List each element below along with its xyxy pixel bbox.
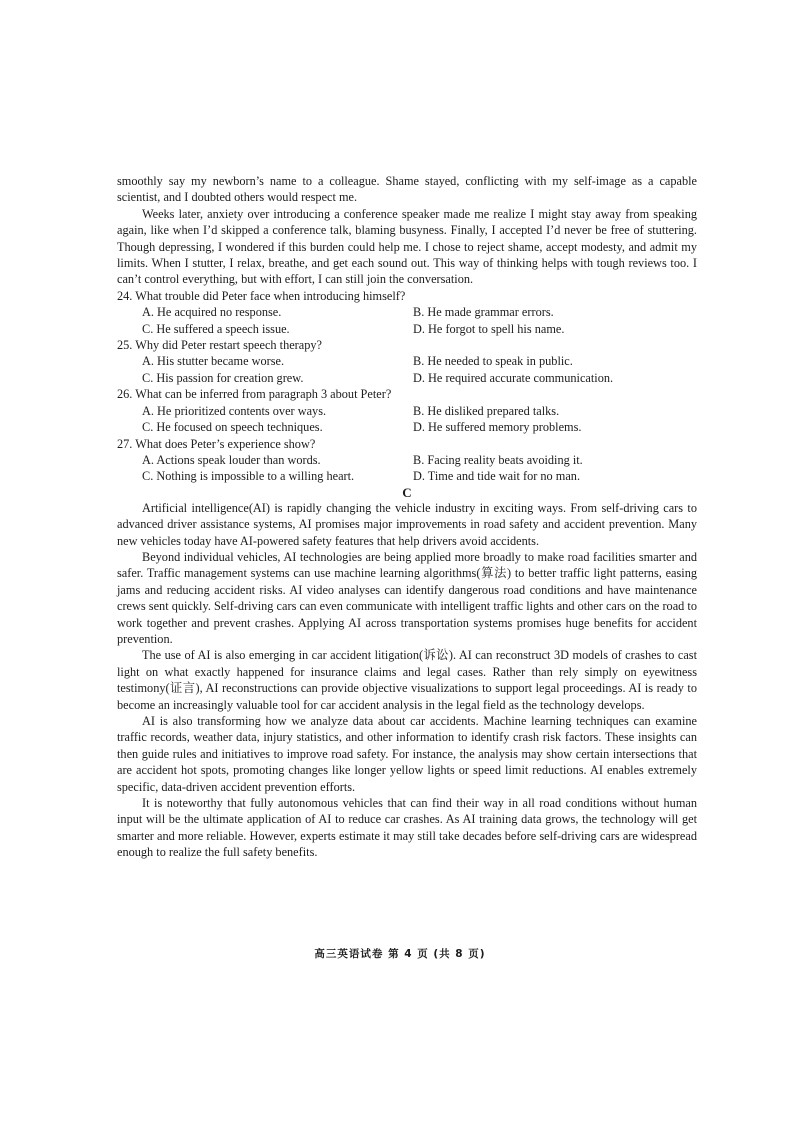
question-26 <box>117 386 697 435</box>
question-27 <box>117 436 697 485</box>
question-stem: 27. What does Peter’s experience show? <box>117 436 316 451</box>
passage-c-paragraph: Beyond individual vehicles, AI technologies are being applied more broadly to make road facilities smarter and safer. Traffic management systems can use machine learning algorithms(算法) to better traffic light patterns, easing jams and reducing accident risks. AI video analyses can identify dangerous road conditions and have maintenance crews sent quickly. Self-driving cars can even communicate with intelligent traffic lights and other cars on the road to work together and prevent crashes. Applying AI across transportation systems promises huge benefits for accident prevention. <box>117 549 697 646</box>
question-options <box>117 353 697 386</box>
question-options <box>117 304 697 337</box>
option-c: C. He focused on speech techniques. <box>142 420 323 435</box>
option-d: D. Time and tide wait for no man. <box>413 469 581 484</box>
passage-c-paragraph: Artificial intelligence(AI) is rapidly changing the vehicle industry in exciting ways. From self-driving cars to advanced driver assistance systems, AI promises major improvements in road safety and accident prevention. Many new vehicles today have AI-powered safety features that help drivers avoid accidents. <box>117 500 697 548</box>
question-options <box>117 403 697 436</box>
option-a: A. His stutter became worse. <box>142 354 285 369</box>
passage-c-paragraph: AI is also transforming how we analyze data about car accidents. Machine learning techniques can examine traffic records, weather data, injury statistics, and other information to identify crash risk factors. These insights can then guide rules and initiatives to improve road safety. For instance, the analysis may show certain intersections that are accident hot spots, promoting changes like longer yellow lights or speed limit reductions. AI enables extremely specific, data-driven accident prevention efforts. <box>117 714 697 794</box>
option-a: A. Actions speak louder than words. <box>142 452 321 467</box>
option-b: B. Facing reality beats avoiding it. <box>413 452 583 467</box>
option-c: C. Nothing is impossible to a willing heart. <box>142 469 355 484</box>
page-footer: 高三英语试卷 第 4 页 (共 8 页) <box>314 948 486 960</box>
option-b: B. He needed to speak in public. <box>413 354 573 369</box>
option-c: C. He suffered a speech issue. <box>142 321 290 336</box>
question-options <box>117 452 697 485</box>
option-a: A. He prioritized contents over ways. <box>142 403 327 418</box>
question-stem: 24. What trouble did Peter face when introducing himself? <box>117 288 406 303</box>
option-a: A. He acquired no response. <box>142 305 282 320</box>
option-d: D. He forgot to spell his name. <box>413 321 565 336</box>
option-c: C. His passion for creation grew. <box>142 370 304 385</box>
option-b: B. He disliked prepared talks. <box>413 403 560 418</box>
passage-c-paragraph: The use of AI is also emerging in car accident litigation(诉讼). AI can reconstruct 3D models of crashes to cast light on what exactly happened for insurance claims and legal cases. Rather than rely simply on eyewitness testimony(证言), AI reconstructions can provide objective visualizations to support legal proceedings. AI is ready to become an increasingly valuable tool for car accident analysis in the legal field as the technology develops. <box>117 648 697 712</box>
passage-b-continuation: smoothly say my newborn’s name to a colleague. Shame stayed, conflicting with my self-image as a capable scientist, and I doubted others would respect me. <box>117 174 697 205</box>
question-25 <box>117 337 697 386</box>
passage-c-paragraph: It is noteworthy that fully autonomous vehicles that can find their way in all road conditions without human input will be the ultimate application of AI to reduce car crashes. As AI training data grows, the technology will get smarter and more reliable. However, experts estimate it may still take decades before self-driving cars are widespread enough to realize the full safety benefits. <box>117 796 697 860</box>
option-d: D. He suffered memory problems. <box>413 420 582 435</box>
passage-b-paragraph: Weeks later, anxiety over introducing a conference speaker made me realize I might stay away from speaking again, like when I’d skipped a conference talk, blaming busyness. Finally, I accepted I’d never be free of stuttering. Though depressing, I wondered if this burden could help me. I chose to reject shame, accept modesty, and admit my limits. When I stutter, I relax, breathe, and get each sound out. This way of thinking helps with tough reviews too. I can’t control everything, but with effort, I can still join the conversation. <box>117 206 697 287</box>
section-heading: C <box>402 484 412 500</box>
page-content <box>117 173 697 861</box>
option-b: B. He made grammar errors. <box>413 305 554 320</box>
question-stem: 26. What can be inferred from paragraph 3 about Peter? <box>117 387 392 402</box>
question-stem: 25. Why did Peter restart speech therapy? <box>117 338 322 353</box>
question-24 <box>117 288 697 337</box>
option-d: D. He required accurate communication. <box>413 370 614 385</box>
